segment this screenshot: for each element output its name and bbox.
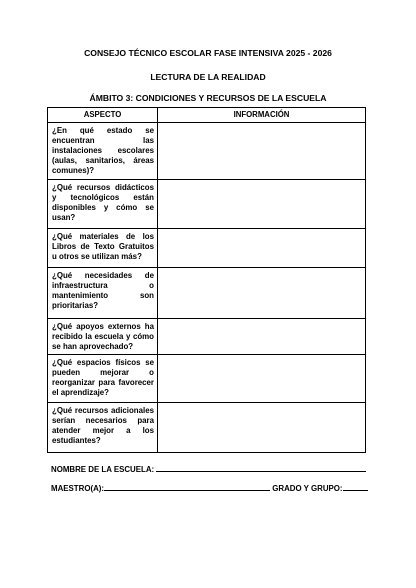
answer-cell[interactable] bbox=[158, 180, 366, 229]
question-cell: ¿Qué espacios físicos se pueden mejorar o reorganizar para favorecer el aprendizaje? bbox=[48, 355, 158, 403]
question-cell: ¿En qué estado se encuentran las instalaciones escolares (aulas, sanitarios, áreas comunes)? bbox=[48, 123, 158, 180]
question-cell: ¿Qué apoyos externos ha recibido la escuela y cómo se han aprovechado? bbox=[48, 319, 158, 355]
table-row bbox=[48, 319, 366, 355]
answer-cell[interactable] bbox=[158, 123, 366, 180]
column-header-informacion: INFORMACIÓN bbox=[158, 108, 366, 123]
document-title: CONSEJO TÉCNICO ESCOLAR FASE INTENSIVA 2025 - 2026 bbox=[84, 48, 332, 58]
aspects-table bbox=[47, 107, 366, 453]
table-header-row bbox=[48, 108, 366, 123]
table-row bbox=[48, 403, 366, 453]
table-row bbox=[48, 180, 366, 229]
question-cell: ¿Qué necesidades de infraestructura o mantenimiento son prioritarias? bbox=[48, 268, 158, 319]
school-name-label: NOMBRE DE LA ESCUELA: bbox=[51, 465, 155, 474]
column-header-aspecto: ASPECTO bbox=[48, 108, 158, 123]
school-name-line bbox=[51, 463, 366, 475]
answer-cell[interactable] bbox=[158, 229, 366, 268]
answer-cell[interactable] bbox=[158, 268, 366, 319]
section-heading: ÁMBITO 3: CONDICIONES Y RECURSOS DE LA ESCUELA bbox=[89, 93, 327, 103]
teacher-field[interactable] bbox=[104, 482, 270, 491]
school-name-field[interactable] bbox=[156, 463, 366, 472]
grade-group-field[interactable] bbox=[343, 482, 368, 491]
table-row bbox=[48, 123, 366, 180]
grade-group-label: GRADO Y GRUPO: bbox=[272, 484, 343, 493]
table-row bbox=[48, 229, 366, 268]
answer-cell[interactable] bbox=[158, 355, 366, 403]
question-cell: ¿Qué recursos adicionales serían necesarios para atender mejor a los estudiantes? bbox=[48, 403, 158, 453]
answer-cell[interactable] bbox=[158, 403, 366, 453]
question-cell: ¿Qué recursos didácticos y tecnológicos están disponibles y cómo se usan? bbox=[48, 180, 158, 229]
document-subtitle: LECTURA DE LA REALIDAD bbox=[150, 72, 266, 82]
table-row bbox=[48, 355, 366, 403]
teacher-label: MAESTRO(A): bbox=[51, 484, 105, 493]
table-row bbox=[48, 268, 366, 319]
question-cell: ¿Qué materiales de los Libros de Texto Gratuitos u otros se utilizan más? bbox=[48, 229, 158, 268]
answer-cell[interactable] bbox=[158, 319, 366, 355]
teacher-grade-line bbox=[51, 482, 368, 494]
